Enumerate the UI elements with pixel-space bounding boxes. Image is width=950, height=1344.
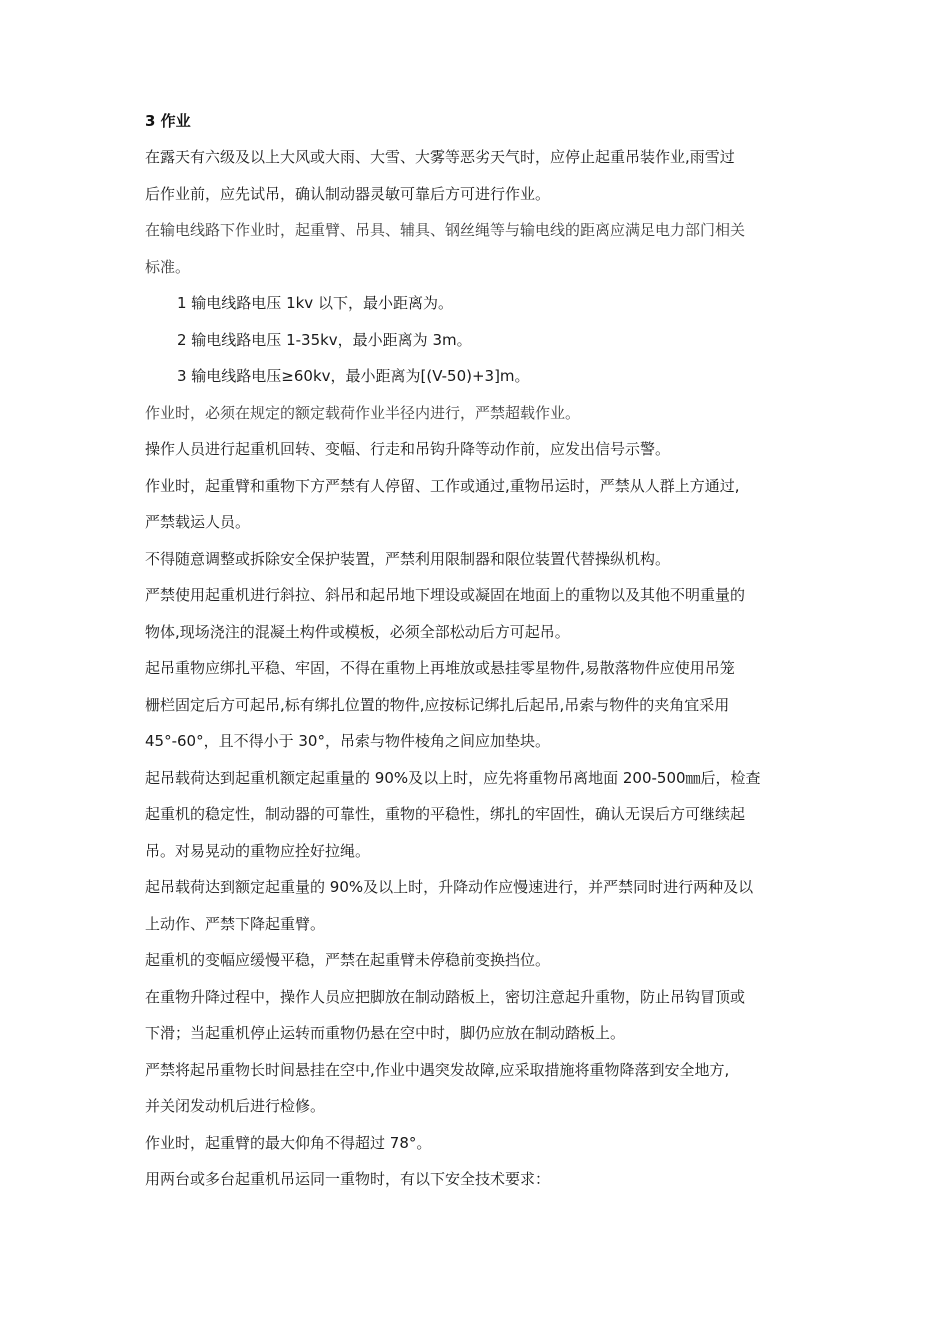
text-line: 2 输电线路电压 1-35kv，最小距离为 3m。 — [177, 330, 472, 349]
list-item-voltage-3 — [145, 358, 820, 395]
text-line: 操作人员进行起重机回转、变幅、行走和吊钩升降等动作前，应发出信号示警。 — [145, 440, 671, 458]
text-line: 在露天有六级及以上大风或大雨、大雪、大雾等恶劣天气时，应停止起重吊装作业,雨雪过 — [145, 148, 735, 166]
text-line: 作业时，起重臂的最大仰角不得超过 78°。 — [145, 1133, 432, 1152]
text-line: 下滑；当起重机停止运转而重物仍悬在空中时，脚仍应放在制动踏板上。 — [145, 1024, 626, 1042]
paragraph-brake-pedal — [145, 979, 820, 1052]
text-line: 并关闭发动机后进行检修。 — [145, 1097, 326, 1115]
text-line: 不得随意调整或拆除安全保护装置，严禁利用限制器和限位装置代替操纵机构。 — [145, 549, 671, 568]
text-line: 1 输电线路电压 1kv 以下，最小距离为。 — [177, 294, 453, 312]
paragraph-no-slant-lift — [145, 577, 820, 650]
text-line: 起重机的变幅应缓慢平稳，严禁在起重臂未停稳前变换挡位。 — [145, 951, 551, 969]
text-line: 物体,现场浇注的混凝土构件或模板，必须全部松动后方可起吊。 — [145, 622, 570, 641]
text-line: 45°-60°，且不得小于 30°，吊索与物件棱角之间应加垫块。 — [145, 732, 550, 750]
paragraph-signal — [145, 431, 820, 468]
text-line: 起吊载荷达到起重机额定起重量的 90%及以上时，应先将重物吊离地面 200-500㎜后，检查 — [145, 768, 761, 787]
text-line: 起吊载荷达到额定起重量的 90%及以上时，升降动作应慢速进行，并严禁同时进行两种及以 — [145, 878, 754, 896]
paragraph-weather — [145, 139, 820, 212]
text-line: 吊。对易晃动的重物应拴好拉绳。 — [145, 841, 371, 860]
text-line: 用两台或多台起重机吊运同一重物时，有以下安全技术要求： — [145, 1170, 551, 1188]
text-line: 严禁使用起重机进行斜拉、斜吊和起吊地下埋设或凝固在地面上的重物以及其他不明重量的 — [145, 586, 746, 604]
text-line: 作业时，必须在规定的额定载荷作业半径内进行，严禁超载作业。 — [145, 403, 581, 422]
text-line: 作业时，起重臂和重物下方严禁有人停留、工作或通过,重物吊运时，严禁从人群上方通过, — [145, 476, 740, 495]
text-line: 严禁载运人员。 — [145, 513, 251, 531]
list-item-voltage-2 — [145, 322, 820, 359]
text-line: 严禁将起吊重物长时间悬挂在空中,作业中遇突发故障,应采取措施将重物降落到安全地方, — [145, 1060, 730, 1079]
paragraph-suspended-load — [145, 1052, 820, 1125]
text-line: 起重机的稳定性，制动器的可靠性，重物的平稳性，绑扎的牢固性，确认无误后方可继续起 — [145, 805, 746, 823]
paragraph-rated-load — [145, 395, 820, 432]
text-line: 后作业前，应先试吊，确认制动器灵敏可靠后方可进行作业。 — [145, 184, 551, 203]
section-heading: 3 作业 — [145, 112, 191, 130]
paragraph-test-lift — [145, 760, 820, 870]
paragraph-multi-crane — [145, 1161, 820, 1198]
text-line: 3 输电线路电压≥60kv，最小距离为[(V-50)+3]m。 — [177, 367, 530, 385]
paragraph-slow-lift — [145, 869, 820, 942]
paragraph-max-angle — [145, 1125, 820, 1162]
paragraph-binding — [145, 650, 820, 760]
paragraph-luffing — [145, 942, 820, 979]
text-line: 在输电线路下作业时，起重臂、吊具、辅具、钢丝绳等与输电线的距离应满足电力部门相关 — [145, 221, 746, 239]
document-body — [145, 103, 820, 1198]
text-line: 起吊重物应绑扎平稳、牢固，不得在重物上再堆放或悬挂零星物件,易散落物件应使用吊笼 — [145, 659, 735, 677]
text-line: 栅栏固定后方可起吊,标有绑扎位置的物件,应按标记绑扎后起吊,吊索与物件的夹角宜采用 — [145, 695, 730, 714]
text-line: 在重物升降过程中，操作人员应把脚放在制动踏板上，密切注意起升重物，防止吊钩冒顶或 — [145, 987, 746, 1006]
paragraph-no-personnel — [145, 468, 820, 541]
text-line: 上动作、严禁下降起重臂。 — [145, 914, 326, 933]
text-line: 标准。 — [145, 257, 191, 276]
list-item-voltage-1 — [145, 285, 820, 322]
paragraph-safety-devices — [145, 541, 820, 578]
paragraph-power-line — [145, 212, 820, 285]
